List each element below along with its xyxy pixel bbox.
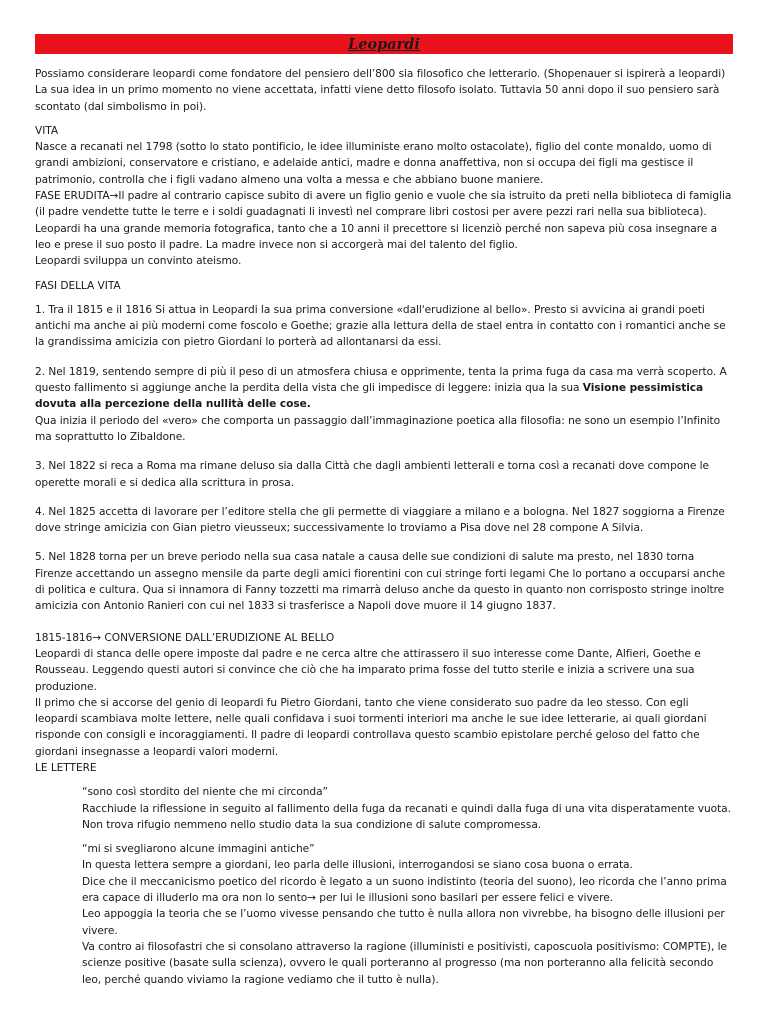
vita-heading: VITA [35,124,59,137]
fase-2 [35,364,733,413]
title-banner [35,34,733,54]
intro-paragraph-2: La sua idea in un primo momento no viene accettata, infatti viene detto filosofo isolato. Tuttavia 50 anni dopo il suo pensiero sarà scontato (dal simbolismo in poi). [35,84,720,113]
vita-paragraph-1: Nasce a recanati nel 1798 (sotto lo stato pontificio, le idee illuministe erano molto ostacolate), figlio del conte monaldo, uomo di grandi ambizioni, conservatore e cristiano, e adelaide antici, madre e donna anaffettiva, non si occupa dei figli ma gestisce il patrimonio, controlla che i figli vadano almeno una volta a messa e che abbiano buone maniere. [35,141,712,186]
lettera-1-text: Racchiude la riflessione in seguito al fallimento della fuga da recanati e quindi dalla fuga di una vita disperatamente vuota. Non trova rifugio nemmeno nello studio data la sua condizione di salute compromessa. [82,802,731,831]
fasi-heading: FASI DELLA VITA [35,279,121,292]
lettere-heading: LE LETTERE [35,761,97,774]
conversione-paragraph-2: Il primo che si accorse del genio di leopardi fu Pietro Giordani, tanto che viene considerato suo padre da leo stesso. Con egli leopardi scambiava molte lettere, nelle quali confidava i suoi tormenti interiori ma anche le sue idee letterarie, ai quali giordani risponde con consigli e incoraggiamenti. Il padre di leopardi controllava questo scambio epistolare perché geloso del fatto che giordani insegnasse a leopardi valori moderni. [35,696,707,758]
lettera-2-paragraph-2: Dice che il meccanicismo poetico del ricordo è legato a un suono indistinto (teoria del suono), leo ricorda che l’anno prima era capace di illuderlo ma ora non lo sento→ per lui le illusioni sono basilari per essere felici e vivere. [82,875,727,905]
conversione-heading: 1815-1816→ CONVERSIONE DALL’ERUDIZIONE AL BELLO [35,631,335,644]
lettera-2-quote: “mi si svegliarono alcune immagini antiche” [82,843,315,856]
fase-2-bold: Visione pessimistica dovuta alla percezione della nullità delle cose. [35,382,704,411]
vita-paragraph-3: Leopardi sviluppa un convinto ateismo. [35,255,242,268]
vita-paragraph-2: FASE ERUDITA→Il padre al contrario capisce subito di avere un figlio genio e vuole che sia istruito da preti nella biblioteca di famiglia (il padre vendette tutte le terre e i soldi guadagnati li investì nel comprare libri costosi per avere pezzi rari nella sua biblioteca). Leopardi ha una grande memoria fotografica, tanto che a 10 anni il precettore si licenziò perché non sapeva più cosa insegnare a leo e prese il suo posto il padre. La madre invece non si accorgerà mai del talento del figlio. [35,190,732,251]
fase-2-continued: Qua inizia il periodo del «vero» che comporta un passaggio dall’immaginazione poetica alla filosofia: ne sono un esempio l’Infinito ma soprattutto lo Zibaldone. [35,414,721,443]
fase-1: 1. Tra il 1815 e il 1816 Si attua in Leopardi la sua prima conversione «dall'erudizione al bello». Presto si avvicina ai grandi poeti antichi ma anche ai più moderni come foscolo e Goethe; grazie alla lettura della de stael entra in contatto con i romantici anche se la grandissima amicizia con pietro Giordani lo porterà ad allontanarsi da essi. [35,303,726,349]
lettera-2-paragraph-1: In questa lettera sempre a giordani, leo parla delle illusioni, interrogandosi se siano cosa buona o errata. [82,859,633,872]
lettera-2-paragraph-3: Leo appoggia la teoria che se l’uomo vivesse pensando che tutto è nulla allora non vivrebbe, ha bisogno delle illusioni per vivere. [82,908,725,937]
fase-2-text: 2. Nel 1819, sentendo sempre di più il peso di un atmosfera chiusa e opprimente, tenta la prima fuga da casa ma verrà scoperto. A questo fallimento si aggiunge anche la perdita della vista che gli impedisce di leggere: inizia qua la sua [35,365,727,395]
document-page [35,34,733,988]
fase-4: 4. Nel 1825 accetta di lavorare per l’editore stella che gli permette di viaggiare a milano e a bologna. Nel 1827 soggiorna a Firenze dove stringe amicizia con Gian pietro vieusseux; successivamente lo troviamo a Pisa dove nel 28 compone A Silvia. [35,505,725,535]
fase-5: 5. Nel 1828 torna per un breve periodo nella sua casa natale a causa delle sue condizioni di salute ma presto, nel 1830 torna Firenze accettando un assegno mensile da parte degli amici fiorentini con cui stringe forti legami Che lo portano a occuparsi anche di politica e cultura. Qua si innamora di Fanny tozzetti ma rimarrà deluso anche da questo in quanto non corrisposto stringe inoltre amicizia con Antonio Ranieri con cui nel 1833 si trasferisce a Napoli dove muore il 14 giugno 1837. [35,551,725,613]
lettera-2-paragraph-4: Va contro ai filosofastri che si consolano attraverso la ragione (illuministi e positivisti, caposcuola positivismo: COMPTE), le scienze positive (basate sulla scienza), ovvero le quali porteranno al progresso (ma non porteranno alla felicità secondo leo, perché quando viviamo la ragione vediamo che il tutto è nulla). [82,940,727,986]
conversione-paragraph-1: Leopardi di stanca delle opere imposte dal padre e ne cerca altre che attirassero il suo interesse come Dante, Alfieri, Goethe e Rousseau. Leggendo questi autori si convince che ciò che ha imparato prima fosse del tutto sterile e inizia a scrivere una sua produzione. [35,647,701,693]
intro-paragraph-1: Possiamo considerare leopardi come fondatore del pensiero dell’800 sia filosofico che letterario. (Shopenauer si ispirerà a leopardi) [35,68,726,80]
document-title: Leopardi [348,36,420,53]
fase-3: 3. Nel 1822 si reca a Roma ma rimane deluso sia dalla Città che dagli ambienti letterali e torna così a recanati dove compone le operette morali e si dedica alla scrittura in prosa. [35,460,709,489]
lettera-1-quote: “sono così stordito del niente che mi circonda” [82,786,328,799]
